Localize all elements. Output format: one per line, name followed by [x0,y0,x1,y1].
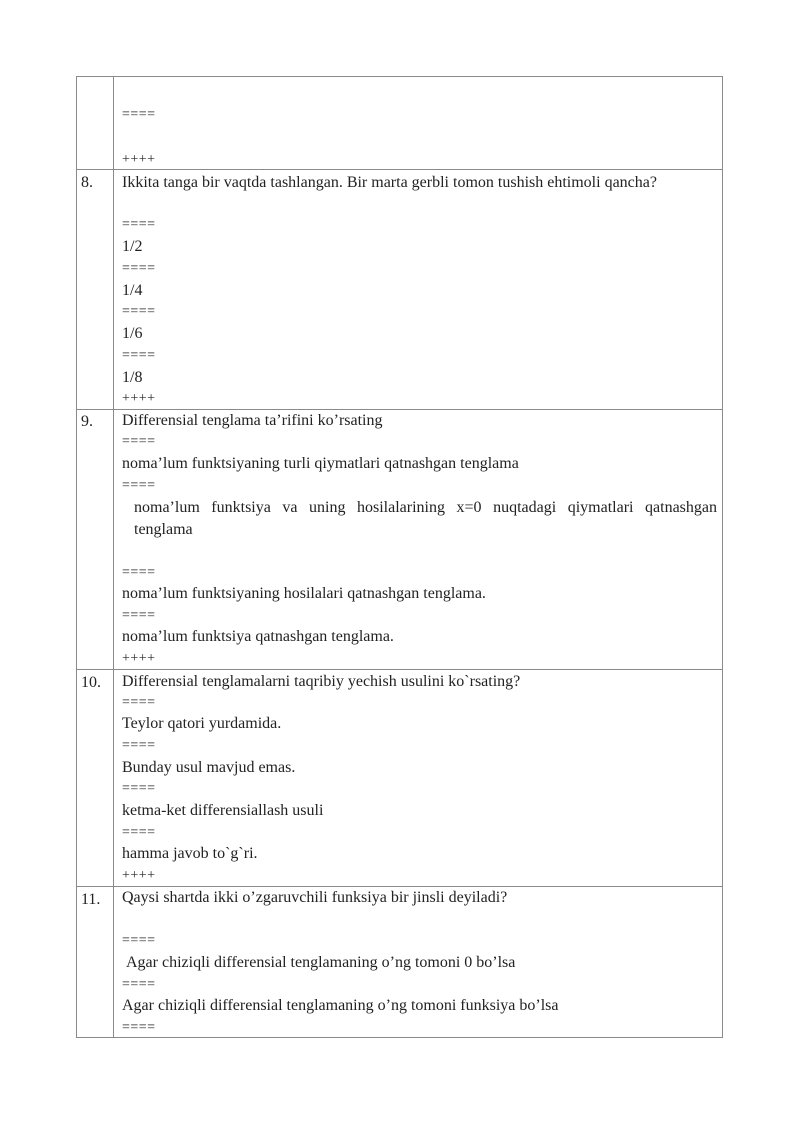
question-number: 8. [81,174,93,191]
answer-option: ketma-ket differensiallash usuli [122,802,324,819]
answer-option: Agar chiziqli differensial tenglamaning o’ng tomoni 0 bo’lsa [126,954,516,971]
table-row [76,76,723,169]
separator: ==== [122,1020,156,1035]
question-number: 11. [81,891,101,908]
question-cell [122,409,715,669]
separator: ==== [122,781,156,796]
question-text: Ikkita tanga bir vaqtda tashlangan. Bir marta gerbli tomon tushish ehtimoli qancha? [122,174,657,191]
answer-option: hamma javob to`g`ri. [122,845,258,862]
separator: ==== [122,217,156,232]
question-text: Differensial tenglamalarni taqribiy yechish usulini ko`rsating? [122,673,521,690]
question-cell [122,886,715,1038]
answer-option: 1/6 [122,325,143,342]
answer-option: noma’lum funktsiya va uning hosilalarining x=0 nuqtadagi qiymatlari qatnashgan tenglama [134,499,717,538]
answer-option: Agar chiziqli differensial tenglamaning o’ng tomoni funksiya bo’lsa [122,997,559,1014]
separator: ==== [122,738,156,753]
question-text: Qaysi shartda ikki o’zgaruvchili funksiya bir jinsli deyiladi? [122,889,508,906]
number-cell [76,76,114,169]
question-cell [122,169,715,409]
separator: ==== [122,933,156,948]
end-marker: ++++ [122,868,156,883]
number-cell [76,669,114,886]
end-marker: ++++ [122,391,156,406]
answer-option: 1/8 [122,369,143,386]
answer-option: noma’lum funktsiyaning hosilalari qatnashgan tenglama. [122,585,486,602]
separator: ==== [122,977,156,992]
separator: ==== [122,825,156,840]
answer-option: Teylor qatori yurdamida. [122,715,282,732]
table-row [76,886,723,1038]
question-number: 10. [81,674,101,691]
number-cell [76,169,114,409]
table-row [76,669,723,886]
table-row [76,169,723,409]
question-text: Differensial tenglama ta’rifini ko’rsating [122,412,383,429]
answer-option: Bunday usul mavjud emas. [122,759,296,776]
separator: ==== [122,608,156,623]
end-marker: ++++ [122,651,156,666]
end-marker: ++++ [122,152,156,167]
answer-option: noma’lum funktsiyaning turli qiymatlari qatnashgan tenglama [122,455,519,472]
separator: ==== [122,478,156,493]
separator: ==== [122,107,156,122]
answer-option: 1/4 [122,282,143,299]
separator: ==== [122,304,156,319]
separator: ==== [122,565,156,580]
number-cell [76,886,114,1038]
separator: ==== [122,348,156,363]
question-number: 9. [81,413,93,430]
answer-cell [122,76,715,169]
separator: ==== [122,695,156,710]
answer-option: noma’lum funktsiya qatnashgan tenglama. [122,628,394,645]
separator: ==== [122,434,156,449]
number-cell [76,409,114,669]
table-row [76,409,723,669]
answer-option: 1/2 [122,238,143,255]
separator: ==== [122,261,156,276]
question-cell [122,669,715,886]
